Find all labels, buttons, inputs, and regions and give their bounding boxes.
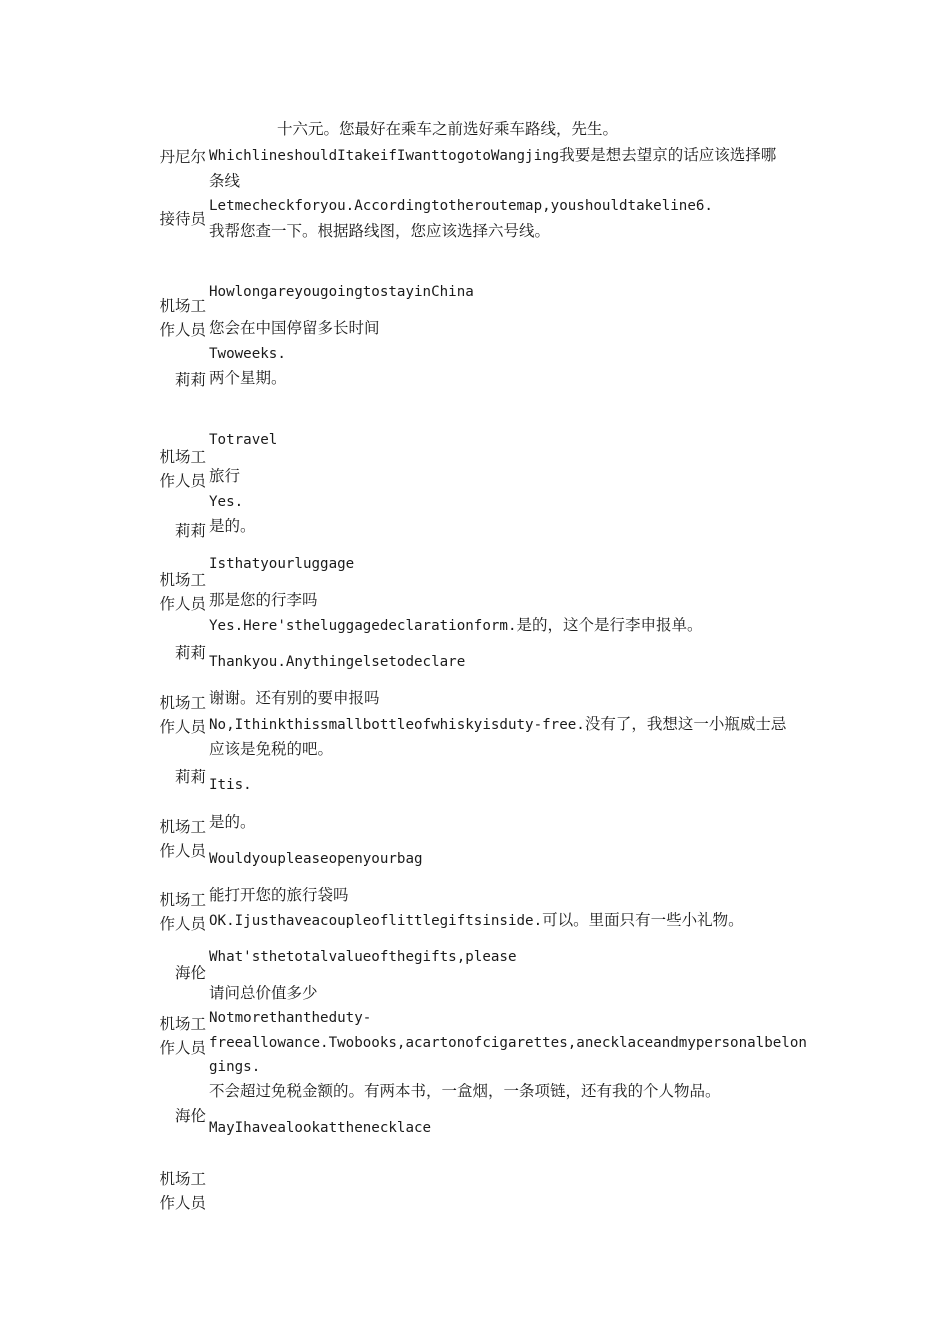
speaker-label: 海伦 bbox=[174, 964, 206, 982]
dialogue-line: 应该是免税的吧。 bbox=[209, 740, 334, 758]
dialogue-line: HowlongareyougoingtostayinChina bbox=[209, 284, 474, 300]
dialogue-line bbox=[209, 144, 776, 167]
dialogue-line bbox=[209, 713, 786, 736]
speaker-label: 接待员 bbox=[159, 210, 206, 228]
chinese-text: 可以。里面只有一些小礼物。 bbox=[542, 911, 744, 929]
dialogue-line: Twoweeks. bbox=[209, 346, 286, 362]
speaker-label: 莉莉 bbox=[174, 371, 206, 389]
speaker-label: 机场工 bbox=[159, 694, 206, 712]
dialogue-line: MayIhavealookatthenecklace bbox=[209, 1120, 432, 1136]
dialogue-line bbox=[209, 614, 703, 637]
dialogue-line: 是的。 bbox=[209, 813, 256, 831]
speaker-label: 作人员 bbox=[159, 915, 206, 933]
english-text: WhichlineshouldItakeifIwanttogotoWangjing bbox=[209, 148, 560, 164]
dialogue-line: 我帮您查一下。根据路线图，您应该选择六号线。 bbox=[209, 222, 551, 240]
dialogue-line: 旅行 bbox=[209, 467, 241, 485]
dialogue-line: Isthatyourluggage bbox=[209, 556, 355, 572]
dialogue-line: Notmorethantheduty- bbox=[209, 1010, 372, 1026]
speaker-label: 机场工 bbox=[159, 571, 206, 589]
speaker-label: 海伦 bbox=[174, 1107, 206, 1125]
speaker-label: 丹尼尔 bbox=[159, 148, 206, 166]
speaker-label: 作人员 bbox=[159, 1194, 206, 1212]
dialogue-line: 条线 bbox=[209, 172, 241, 190]
dialogue-line: Thankyou.Anythingelsetodeclare bbox=[209, 654, 466, 670]
dialogue-line: gings. bbox=[209, 1059, 261, 1075]
dialogue-line: 十六元。您最好在乘车之前选好乘车路线，先生。 bbox=[277, 120, 619, 138]
dialogue-line: 不会超过免税金额的。有两本书，一盒烟，一条项链，还有我的个人物品。 bbox=[209, 1082, 721, 1100]
dialogue-line: 您会在中国停留多长时间 bbox=[209, 319, 380, 337]
speaker-label: 作人员 bbox=[159, 472, 206, 490]
dialogue-line: What'sthetotalvalueofthegifts,please bbox=[209, 949, 517, 965]
speaker-label: 机场工 bbox=[159, 891, 206, 909]
speaker-label: 莉莉 bbox=[174, 768, 206, 786]
dialogue-line bbox=[209, 909, 744, 932]
dialogue-line: Letmecheckforyou.Accordingtotheroutemap,youshouldtakeline6. bbox=[209, 198, 713, 214]
english-text: No,Ithinkthissmallbottleofwhiskyisduty-free. bbox=[209, 717, 585, 733]
speaker-label: 作人员 bbox=[159, 321, 206, 339]
chinese-text: 我要是想去望京的话应该选择哪 bbox=[559, 146, 777, 164]
english-text: Yes.Here'stheluggagedeclarationform. bbox=[209, 618, 517, 634]
dialogue-line: Itis. bbox=[209, 777, 252, 793]
speaker-label: 作人员 bbox=[159, 1039, 206, 1057]
dialogue-line: 能打开您的旅行袋吗 bbox=[209, 886, 349, 904]
dialogue-line: 是的。 bbox=[209, 517, 256, 535]
speaker-label: 机场工 bbox=[159, 448, 206, 466]
speaker-label: 作人员 bbox=[159, 842, 206, 860]
dialogue-line: Totravel bbox=[209, 432, 278, 448]
speaker-label: 机场工 bbox=[159, 1015, 206, 1033]
dialogue-line: Wouldyoupleaseopenyourbag bbox=[209, 851, 423, 867]
speaker-label: 作人员 bbox=[159, 718, 206, 736]
speaker-label: 莉莉 bbox=[174, 522, 206, 540]
speaker-label: 作人员 bbox=[159, 595, 206, 613]
speaker-label: 机场工 bbox=[159, 818, 206, 836]
speaker-label: 机场工 bbox=[159, 297, 206, 315]
dialogue-line: 请问总价值多少 bbox=[209, 984, 318, 1002]
speaker-label: 莉莉 bbox=[174, 644, 206, 662]
english-text: OK.Ijusthaveacoupleoflittlegiftsinside. bbox=[209, 913, 543, 929]
dialogue-line: Yes. bbox=[209, 494, 244, 510]
chinese-text: 是的，这个是行李申报单。 bbox=[516, 616, 703, 634]
dialogue-line: 谢谢。还有别的要申报吗 bbox=[209, 689, 380, 707]
speaker-label: 机场工 bbox=[159, 1170, 206, 1188]
dialogue-line: 两个星期。 bbox=[209, 369, 287, 387]
dialogue-line: freeallowance.Twobooks,acartonofcigarettes,anecklaceandmypersonalbelon bbox=[209, 1035, 807, 1051]
dialogue-line: 那是您的行李吗 bbox=[209, 591, 318, 609]
chinese-text: 没有了，我想这一小瓶威士忌 bbox=[584, 715, 787, 733]
